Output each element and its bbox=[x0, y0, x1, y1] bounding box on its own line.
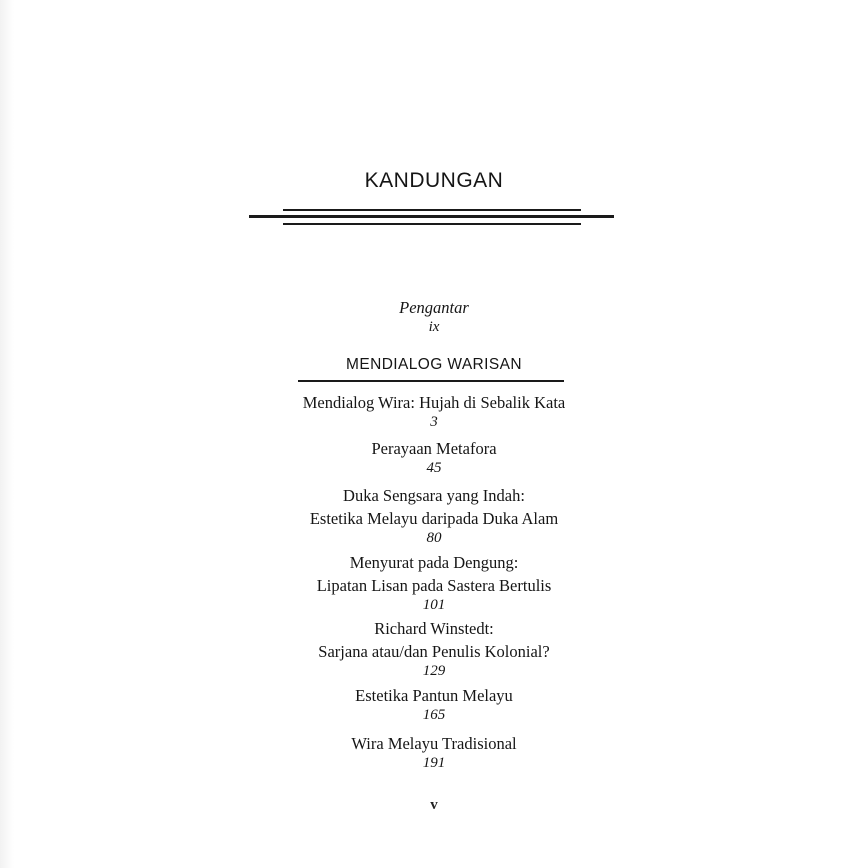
preface-entry bbox=[0, 298, 868, 337]
page-title: KANDUNGAN bbox=[364, 169, 504, 192]
toc-entry bbox=[0, 619, 868, 681]
entry-title-line: Estetika Melayu daripada Duka Alam bbox=[309, 509, 559, 528]
entry-title-line: Lipatan Lisan pada Sastera Bertulis bbox=[316, 576, 552, 595]
toc-entry bbox=[0, 486, 868, 548]
entry-title-line: Duka Sengsara yang Indah: bbox=[343, 486, 525, 505]
preface-label: Pengantar bbox=[399, 298, 469, 317]
entry-title-line: Mendialog Wira: Hujah di Sebalik Kata bbox=[302, 393, 566, 412]
entry-page-number: 129 bbox=[422, 663, 446, 679]
entry-title-line: Perayaan Metafora bbox=[371, 439, 497, 458]
toc-entry bbox=[0, 439, 868, 478]
title-rule-top bbox=[283, 209, 581, 211]
entry-page-number: 45 bbox=[426, 460, 442, 476]
entry-title-line: Menyurat pada Dengung: bbox=[349, 553, 519, 572]
title-rule-bottom bbox=[283, 223, 581, 225]
toc-entry bbox=[0, 686, 868, 725]
entry-page-number: 165 bbox=[422, 707, 446, 723]
entry-title-line: Sarjana atau/dan Penulis Kolonial? bbox=[318, 642, 550, 661]
section-rule bbox=[298, 380, 564, 382]
section-heading: MENDIALOG WARISAN bbox=[346, 356, 522, 373]
entry-page-number: 80 bbox=[426, 530, 442, 546]
preface-page-number: ix bbox=[428, 319, 440, 335]
entry-page-number: 3 bbox=[430, 414, 438, 430]
entry-title-line: Estetika Pantun Melayu bbox=[355, 686, 513, 705]
title-rule-thick bbox=[249, 215, 614, 218]
page-folio: v bbox=[430, 797, 438, 813]
entry-page-number: 101 bbox=[422, 597, 446, 613]
toc-entry bbox=[0, 393, 868, 432]
toc-entry bbox=[0, 553, 868, 615]
toc-entry bbox=[0, 734, 868, 773]
entry-page-number: 191 bbox=[422, 755, 446, 771]
entry-title-line: Wira Melayu Tradisional bbox=[351, 734, 517, 753]
entry-title-line: Richard Winstedt: bbox=[374, 619, 494, 638]
